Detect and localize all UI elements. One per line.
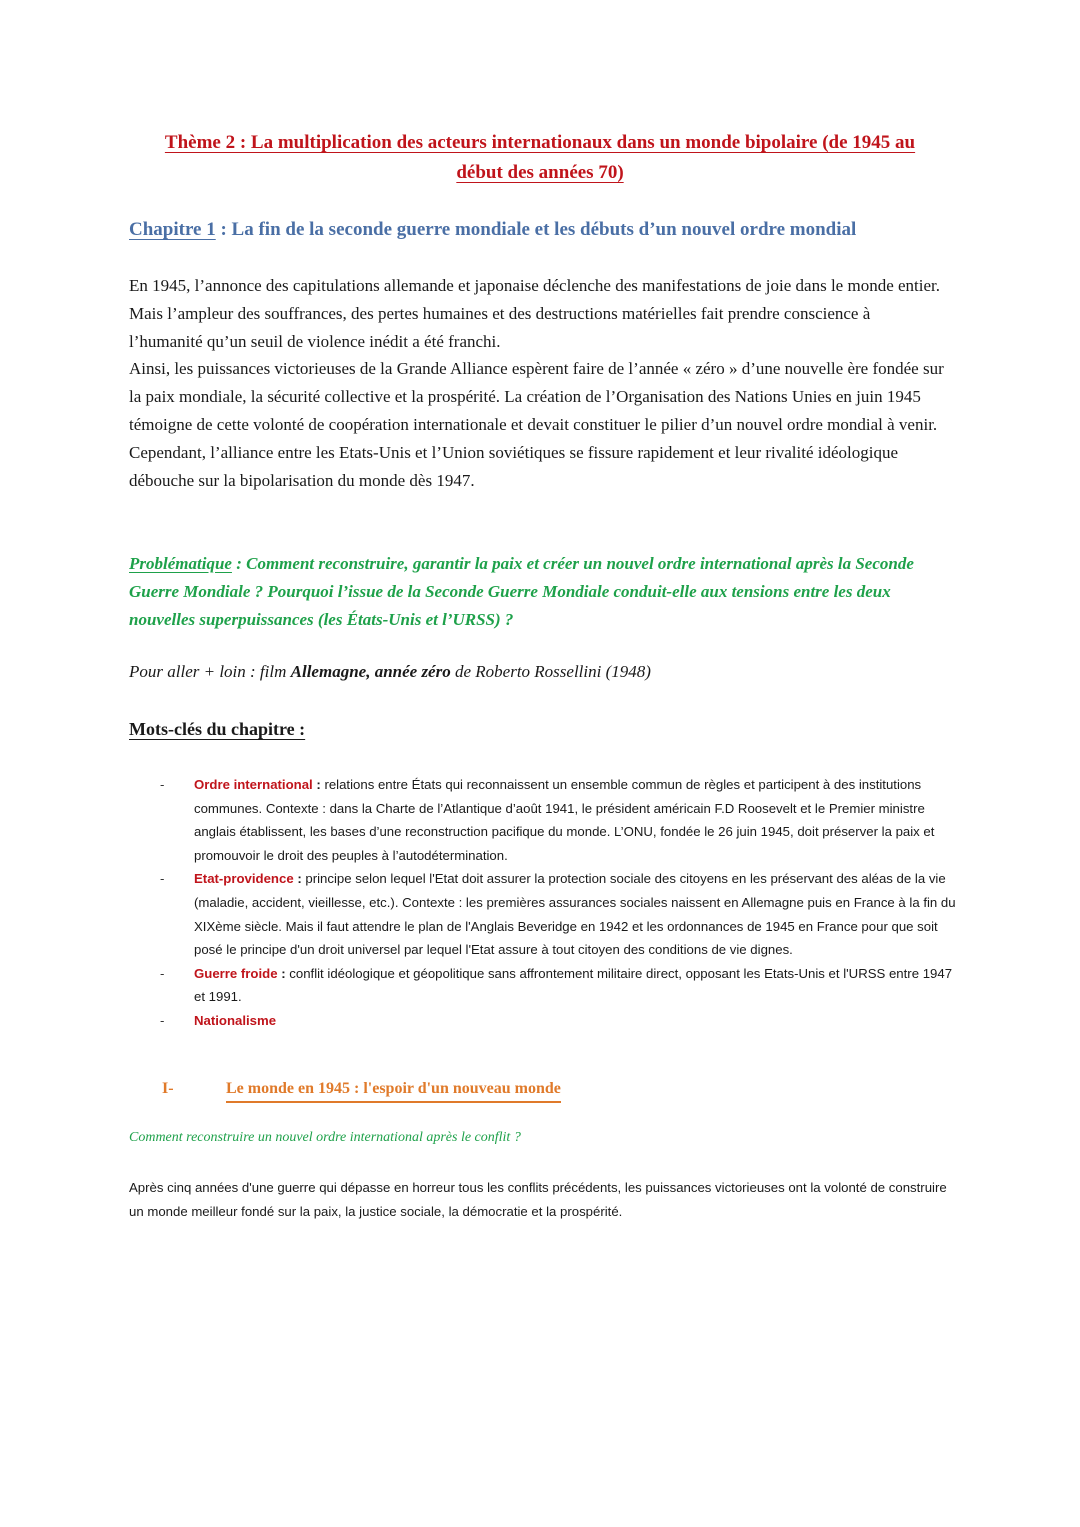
closing-paragraph: Après cinq années d'une guerre qui dépasse en horreur tous les conflits précédents, les puissances victorieuses ont la volonté de construire un monde meilleur fondé sur la paix, la justice sociale, la démocratie et la prospérité. bbox=[129, 1180, 947, 1219]
keywords-list bbox=[160, 773, 960, 1033]
further-suffix: de Roberto Rossellini (1948) bbox=[450, 662, 651, 681]
intro-paragraph-2: Ainsi, les puissances victorieuses de la Grande Alliance espèrent faire de l’année « zéro » d’une nouvelle ère fondée sur la paix mondiale, la sécurité collective et la prospérité. La création de l’Organisation des Nations Unies en juin 1945 témoigne de cette volonté de coopération internationale et devait constituer le pilier d’un nouvel ordre mondial à venir. bbox=[129, 359, 944, 434]
intro-paragraph-3: Cependant, l’alliance entre les Etats-Unis et l’Union soviétiques se fissure rapidement et leur rivalité idéologique débouche sur la bipolarisation du monde dès 1947. bbox=[129, 442, 899, 490]
further-prefix: Pour aller + loin : film bbox=[129, 662, 291, 681]
keyword-item bbox=[160, 1009, 960, 1033]
keyword-term: Etat-providence bbox=[194, 871, 294, 887]
section-title: Le monde en 1945 : l'espoir d'un nouveau monde bbox=[226, 1080, 561, 1103]
theme-title bbox=[110, 128, 970, 188]
section-question: Comment reconstruire un nouvel ordre international après le conflit ? bbox=[129, 1130, 521, 1145]
chapter-title: : La fin de la seconde guerre mondiale et les débuts d’un nouvel ordre mondial bbox=[215, 219, 857, 240]
keyword-colon: : bbox=[293, 871, 302, 887]
list-dash: - bbox=[160, 777, 165, 792]
theme-title-line2: début des années 70) bbox=[456, 162, 624, 183]
chapter-label: Chapitre 1 bbox=[129, 219, 216, 240]
keyword-item bbox=[160, 867, 960, 961]
intro-text bbox=[129, 272, 944, 494]
keyword-item bbox=[160, 962, 960, 1009]
keyword-colon: : bbox=[312, 777, 321, 792]
keyword-term: Ordre international bbox=[194, 777, 313, 792]
keyword-item bbox=[160, 773, 960, 867]
intro-paragraph-1: En 1945, l’annonce des capitulations allemande et japonaise déclenche des manifestations de joie dans le monde entier. Mais l’ampleur des souffrances, des pertes humaines et des destructions matérielles fait prendre conscience à l’humanité qu’un seuil de violence inédit a été franchi. bbox=[129, 276, 941, 351]
further-reading bbox=[129, 662, 949, 682]
list-dash: - bbox=[160, 965, 165, 981]
problematique bbox=[129, 550, 949, 633]
theme-title-line1: Thème 2 : La multiplication des acteurs internationaux dans un monde bipolaire (de 1945 au bbox=[164, 132, 916, 153]
list-dash: - bbox=[160, 871, 165, 887]
keyword-definition: conflit idéologique et géopolitique sans affrontement militaire direct, opposant les Etats-Unis et l'URSS entre 1947 et 1991. bbox=[194, 965, 953, 1005]
section-heading bbox=[162, 1080, 862, 1103]
keyword-definition: principe selon lequel l'Etat doit assurer la protection sociale des citoyens en les préservant des aléas de la vie (maladie, accident, vieillesse, etc.). Contexte : les premières assurances sociales naissent en Allemagne puis en France à la fin du XIXème siècle. Mais il faut attendre le plan de l'Anglais Beveridge en 1942 et les ordonnances de 1945 en France pour que soit posé le principe d'un droit universel par lequel l'Etat assure à tout citoyen des conditions de vie dignes. bbox=[194, 871, 956, 958]
list-dash: - bbox=[160, 1012, 165, 1028]
keywords-heading: Mots-clés du chapitre : bbox=[129, 719, 306, 739]
keyword-term: Nationalisme bbox=[194, 1012, 277, 1028]
film-title: Allemagne, année zéro bbox=[290, 662, 451, 681]
problematique-label: Problématique bbox=[129, 554, 232, 573]
keyword-definition: relations entre États qui reconnaissent un ensemble commun de règles et participent à des institutions communes. Contexte : dans la Charte de l’Atlantique d’août 1941, le président américain F.D Roosevelt et le Premier ministre anglais établissent, les bases d’une reconstruction pacifique du monde. L’ONU, fondée le 26 juin 1945, doit préserver la paix et promouvoir le droit des peuples à l’autodétermination. bbox=[194, 777, 935, 863]
keyword-term: Guerre froide bbox=[194, 965, 278, 981]
keyword-colon: : bbox=[277, 965, 286, 981]
problematique-text: : Comment reconstruire, garantir la paix et créer un nouvel ordre international après la Seconde Guerre Mondiale ? Pourquoi l’issue de la Seconde Guerre Mondiale conduit-elle aux tensions entre les deux nouvelles superpuissances (les États-Unis et l’URSS) ? bbox=[129, 554, 914, 629]
chapter-heading bbox=[129, 219, 1029, 241]
section-number: I- bbox=[162, 1080, 174, 1097]
